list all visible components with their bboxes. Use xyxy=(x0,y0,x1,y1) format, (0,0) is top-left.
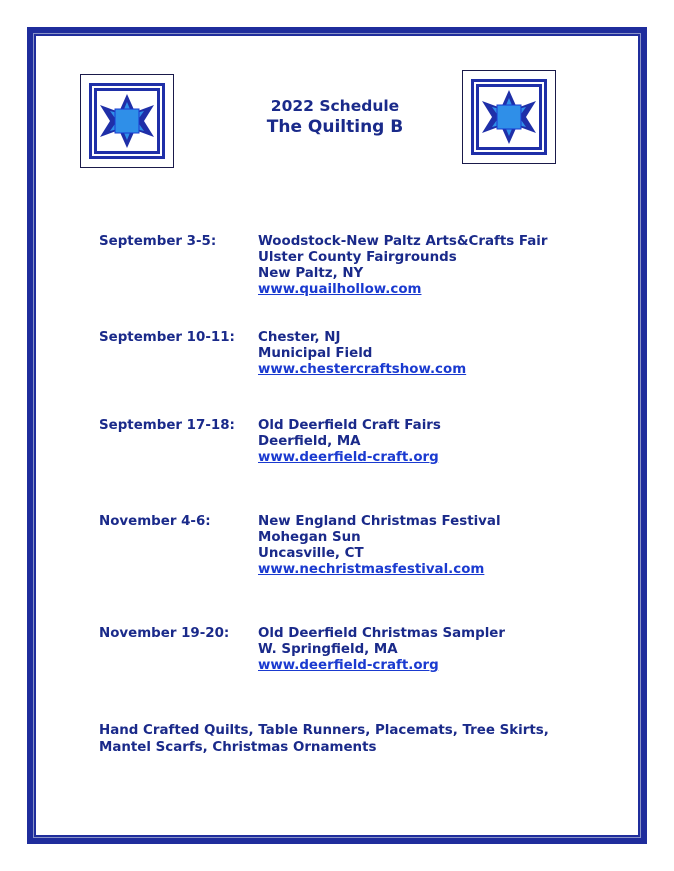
event-venue: Municipal Field xyxy=(258,346,373,361)
event-name: Woodstock-New Paltz Arts&Crafts Fair xyxy=(258,234,548,249)
event-details xyxy=(258,514,501,578)
event-website-link[interactable]: www.nechristmasfestival.com xyxy=(258,562,485,577)
products-line: Mantel Scarfs, Christmas Ornaments xyxy=(99,740,377,755)
event-name: New England Christmas Festival xyxy=(258,514,501,529)
event-date: September 3-5: xyxy=(99,234,217,249)
event-website-link[interactable]: www.quailhollow.com xyxy=(258,282,422,297)
quilt-star-block-icon xyxy=(80,74,174,168)
event-website-link[interactable]: www.deerfield-craft.org xyxy=(258,450,439,465)
event-details xyxy=(258,234,547,298)
event-location: Chester, NJ xyxy=(258,330,341,345)
event-location: W. Springfield, MA xyxy=(258,642,398,657)
event-date: September 10-11: xyxy=(99,330,235,345)
event-details xyxy=(258,330,466,378)
schedule-year-title: 2022 Schedule xyxy=(270,97,400,115)
event-website-link[interactable]: www.chestercraftshow.com xyxy=(258,362,467,377)
page-title xyxy=(200,97,470,138)
event-details xyxy=(258,418,441,466)
event-name: Old Deerfield Craft Fairs xyxy=(258,418,441,433)
event-date: November 19-20: xyxy=(99,626,230,641)
event-date: September 17-18: xyxy=(99,418,235,433)
event-name: Old Deerfield Christmas Sampler xyxy=(258,626,505,641)
event-website-link[interactable]: www.deerfield-craft.org xyxy=(258,658,439,673)
business-name-title: The Quilting B xyxy=(266,117,404,137)
event-details xyxy=(258,626,505,674)
event-venue: Ulster County Fairgrounds xyxy=(258,250,457,265)
event-date: November 4-6: xyxy=(99,514,211,529)
products-line: Hand Crafted Quilts, Table Runners, Placemats, Tree Skirts, xyxy=(99,723,549,738)
quilt-star-block-icon xyxy=(462,70,556,164)
products-footer xyxy=(99,722,549,756)
event-location: Deerfield, MA xyxy=(258,434,361,449)
event-location: Uncasville, CT xyxy=(258,546,364,561)
event-location: New Paltz, NY xyxy=(258,266,364,281)
event-venue: Mohegan Sun xyxy=(258,530,361,545)
